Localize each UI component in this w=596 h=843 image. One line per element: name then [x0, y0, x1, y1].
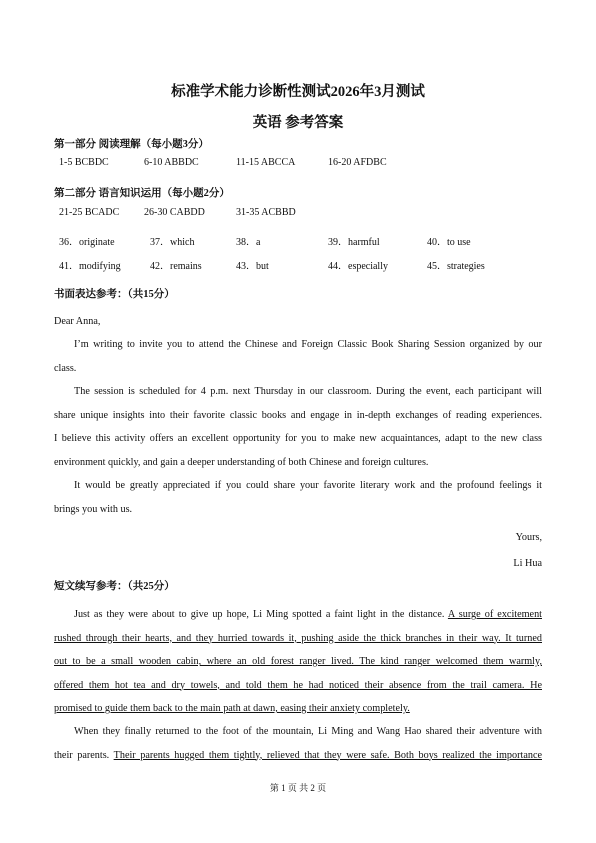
answer-group: 21-25 BCADC	[59, 207, 120, 218]
letter-paragraph	[54, 479, 542, 526]
text-line: It would be greatly appreciated if you could share your favorite literary work and the profound feelings it	[74, 480, 542, 491]
text-line: class.	[54, 362, 77, 374]
text-line	[54, 749, 542, 773]
story-paragraph	[54, 608, 542, 726]
letter-signature: Li Hua	[513, 558, 542, 569]
underlined-line: offered them hot tea and dry towels, and told them he had noticed their absence from the trail camera. He	[54, 679, 542, 691]
fill-answer: 36．originate	[59, 237, 115, 248]
text-line	[54, 608, 542, 632]
answer-group: 6-10 ABBDC	[144, 157, 199, 168]
underlined-line: rushed through their hearts, and they hurried towards it, pushing aside the thick branches in their way. It turned	[54, 632, 542, 644]
text-line: I believe this activity offers an excellent opportunity for you to make new acquaintances, adapt to the new class	[54, 433, 542, 444]
answer-group: 31-35 ACBBD	[236, 207, 296, 218]
part2-heading: 第二部分 语言知识运用（每小题2分）	[54, 188, 230, 199]
fill-answer: 38．a	[236, 237, 261, 248]
text-line: brings you with us.	[54, 503, 133, 515]
underlined-line: out to be a small wooden cabin, where an old forest ranger lived. The kind ranger welcomed them warmly,	[54, 656, 542, 667]
fill-answer: 39．harmful	[328, 237, 380, 248]
letter-greeting: Dear Anna,	[54, 316, 101, 327]
text-line: The session is scheduled for 4 p.m. next Thursday in our classroom. During the event, each participant will	[74, 386, 542, 397]
answer-group: 1-5 BCBDC	[59, 157, 109, 168]
text-line: share unique insights into their favorite classic books and engage in in-depth exchanges of reading experiences.	[54, 409, 542, 421]
answer-group: 11-15 ABCCA	[236, 157, 296, 168]
fill-answer: 40．to use	[427, 237, 471, 248]
plain-text: Just as they were about to give up hope, Li Ming spotted a faint light in the distance.	[74, 609, 448, 620]
answer-group: 16-20 AFDBC	[328, 157, 387, 168]
underlined-text: A surge of excitement	[447, 609, 542, 620]
story-paragraph	[54, 725, 542, 772]
fill-answer: 44．especially	[328, 261, 388, 272]
underlined-line: promised to guide them back to the main path at dawn, easing their anxiety completely.	[54, 703, 410, 714]
continuation-heading: 短文续写参考：（共25分）	[54, 581, 175, 592]
part1-heading: 第一部分 阅读理解（每小题3分）	[54, 139, 209, 150]
letter-paragraph	[54, 338, 542, 385]
page-subtitle: 英语 参考答案	[252, 115, 344, 131]
fill-answer: 41．modifying	[59, 261, 121, 272]
page-title: 标准学术能力诊断性测试2026年3月测试	[171, 84, 425, 100]
plain-text: their parents.	[54, 749, 114, 761]
text-line: When they finally returned to the foot of the mountain, Li Ming and Wang Hao shared their adventure with	[74, 726, 542, 737]
underlined-text: Their parents hugged them tightly, relieved that they were safe. Both boys realized the importance	[113, 749, 542, 761]
answer-group: 26-30 CABDD	[144, 207, 205, 218]
fill-answer: 37．which	[150, 237, 195, 248]
fill-answer: 43．but	[236, 261, 269, 272]
text-line: environment quickly, and gain a deeper understanding of both Chinese and foreign cultures.	[54, 456, 429, 468]
writing-heading: 书面表达参考：（共15分）	[54, 289, 175, 300]
page-footer: 第 1 页 共 2 页	[269, 783, 327, 793]
text-line: I’m writing to invite you to attend the Chinese and Foreign Classic Book Sharing Session organized by our	[74, 339, 542, 350]
letter-paragraph	[54, 385, 542, 479]
fill-answer: 42．remains	[150, 261, 202, 272]
fill-answer: 45．strategies	[427, 261, 485, 272]
letter-closing: Yours,	[515, 532, 542, 543]
